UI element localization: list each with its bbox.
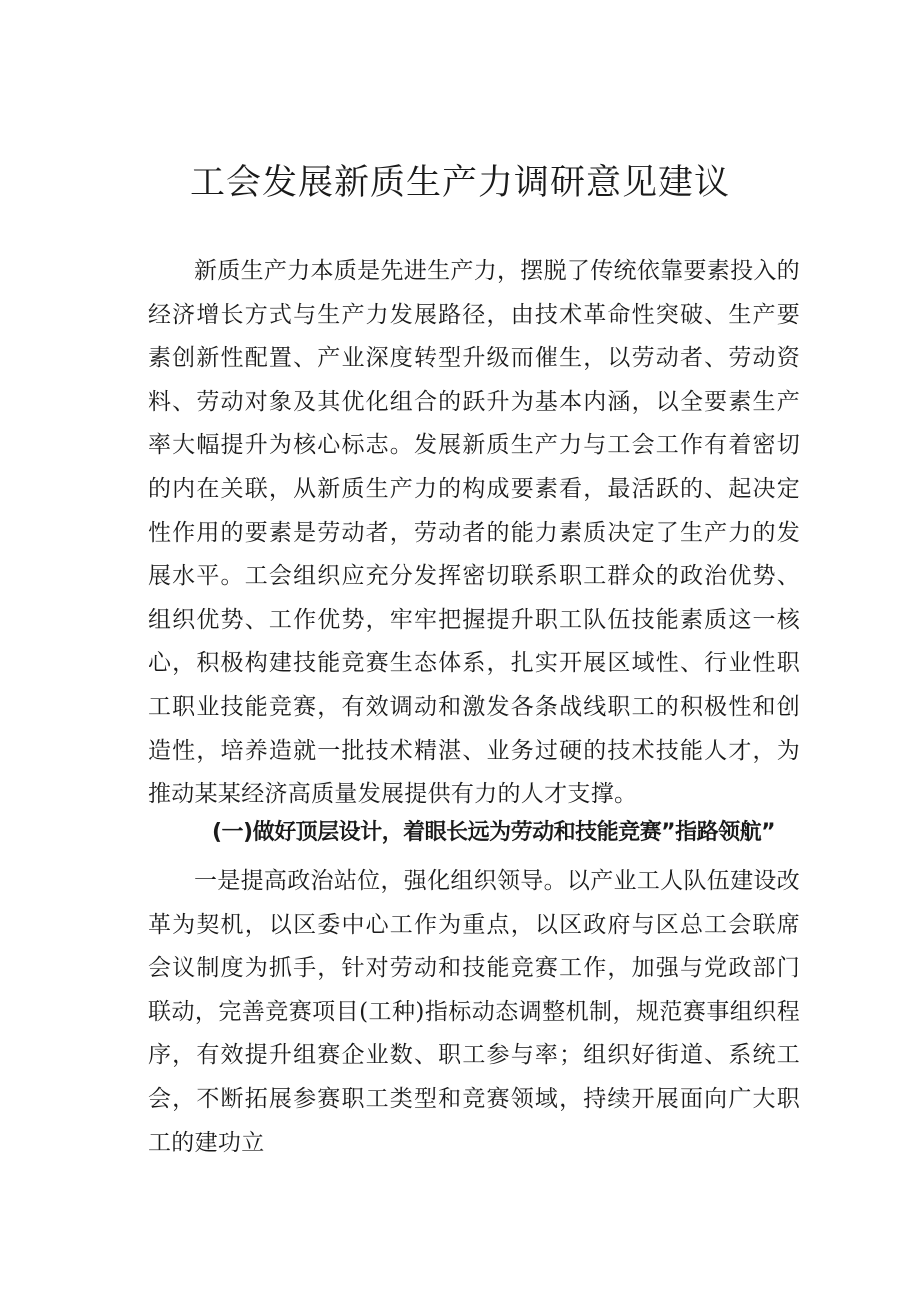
document-title: 工会发展新质生产力调研意见建议 (189, 163, 730, 203)
section-paragraph: 一是提高政治站位，强化组织领导。以产业工人队伍建设改革为契机，以区委中心工作为重点，以区政府与区总工会联席会议制度为抓手，针对劳动和技能竞赛工作，加强与党政部门联动，完善竞赛项目(工种)指标动态调整机制，规范赛事组织程序，有效提升组赛企业数、职工参与率；组织好街道、系统工会，不断拓展参赛职工类型和竞赛领域，持续开展面向广大职工的建功立 (148, 868, 800, 1156)
section-heading: (一)做好顶层设计，着眼长远为劳动和技能竞赛”指路领航” (212, 820, 776, 845)
intro-paragraph: 新质生产力本质是先进生产力，摆脱了传统依靠要素投入的经济增长方式与生产力发展路径，由技术革命性突破、生产要素创新性配置、产业深度转型升级而催生，以劳动者、劳动资料、劳动对象及其优化组合的跃升为基本内涵，以全要素生产率大幅提升为核心标志。发展新质生产力与工会工作有着密切的内在关联，从新质生产力的构成要素看，最活跃的、起决定性作用的要素是劳动者，劳动者的能力素质决定了生产力的发展水平。工会组织应充分发挥密切联系职工群众的政治优势、组织优势、工作优势，牢牢把握提升职工队伍技能素质这一核心，积极构建技能竞赛生态体系，扎实开展区域性、行业性职工职业技能竞赛，有效调动和激发各条战线职工的积极性和创造性，培养造就一批技术精湛、业务过硬的技术技能人才，为推动某某经济高质量发展提供有力的人才支撑。 (148, 258, 800, 808)
